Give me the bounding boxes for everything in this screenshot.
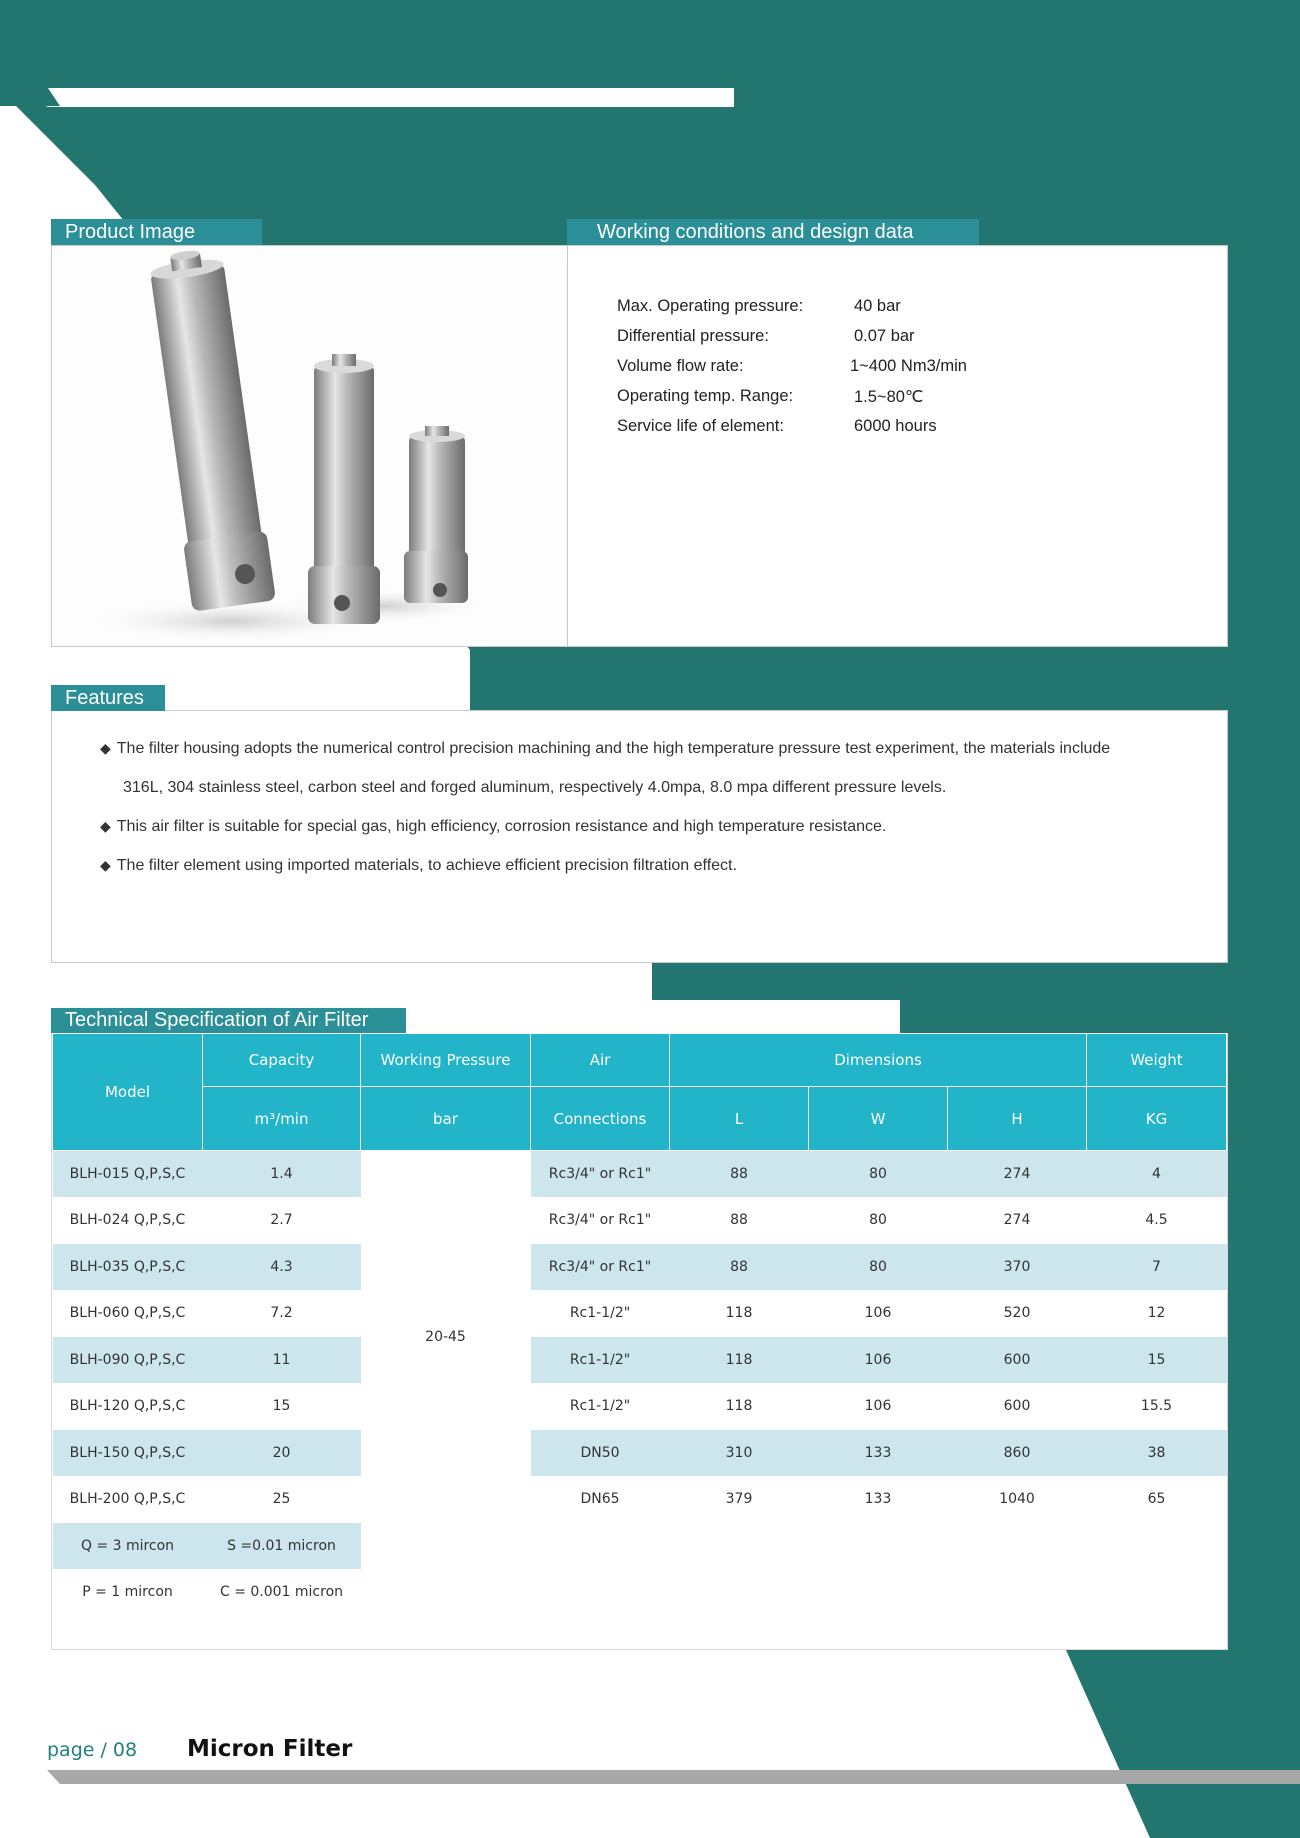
cell-weight: 65 <box>1147 1491 1166 1508</box>
feature-item-1-continued: 316L, 304 stainless steel, carbon steel and forged aluminum, respectively 4.0mpa, 8.0 mpa different pressure levels. <box>123 779 947 796</box>
medium-filter <box>308 354 380 624</box>
table-row <box>53 1290 1227 1337</box>
cell-model: BLH-150 Q,P,S,C <box>53 1430 203 1477</box>
cell-model: BLH-120 Q,P,S,C <box>69 1398 186 1415</box>
header-pressure-unit: bar <box>361 1087 531 1151</box>
diamond-bullet-icon: ◆ <box>100 857 111 873</box>
header-capacity-unit: m³/min <box>203 1087 361 1151</box>
cell-l: 118 <box>725 1398 753 1415</box>
cell-connection: Rc3/4" or Rc1" <box>531 1151 670 1198</box>
cell-model: BLH-060 Q,P,S,C <box>69 1305 186 1322</box>
section-title-features: Features <box>51 685 165 711</box>
legend-q: Q = 3 mircon <box>53 1523 203 1570</box>
small-filter <box>404 426 468 603</box>
cell-capacity: 4.3 <box>203 1244 361 1291</box>
cell-weight: 12 <box>1147 1305 1166 1322</box>
legend-p: P = 1 mircon <box>82 1584 173 1601</box>
cell-w: 80 <box>809 1244 948 1291</box>
header-connections: Connections <box>531 1087 670 1151</box>
cell-capacity: 1.4 <box>203 1151 361 1198</box>
table-row <box>53 1383 1227 1430</box>
footer-title: Micron Filter <box>187 1736 353 1762</box>
cell-capacity: 2.7 <box>270 1212 293 1229</box>
cell-model: BLH-090 Q,P,S,C <box>53 1337 203 1384</box>
cell-weight: 7 <box>1087 1244 1227 1291</box>
section-title-tech-spec: Technical Specification of Air Filter <box>51 1008 406 1033</box>
cell-connection: Rc1-1/2" <box>569 1398 631 1415</box>
feature-item-2: ◆ This air filter is suitable for special gas, high efficiency, corrosion resistance and high temperature resistance. <box>100 818 887 835</box>
table-row <box>53 1197 1227 1244</box>
header-dimensions: Dimensions <box>670 1034 1087 1087</box>
cell-h: 600 <box>948 1337 1087 1384</box>
cell-h: 600 <box>1003 1398 1031 1415</box>
wc-value-0: 40 bar <box>854 297 901 315</box>
cell-model: BLH-015 Q,P,S,C <box>53 1151 203 1198</box>
spec-table <box>52 1033 1227 1616</box>
cell-working-pressure: 20-45 <box>361 1151 531 1523</box>
cell-h: 860 <box>948 1430 1087 1477</box>
cell-w: 106 <box>864 1398 892 1415</box>
cell-connection: Rc3/4" or Rc1" <box>548 1212 652 1229</box>
header-dim-h: H <box>948 1087 1087 1151</box>
cell-connection: Rc1-1/2" <box>531 1337 670 1384</box>
wc-row-2: Volume flow rate: <box>617 357 744 375</box>
header-working-pressure: Working Pressure <box>361 1034 531 1087</box>
cell-l: 310 <box>670 1430 809 1477</box>
filter-housings-image <box>52 246 567 646</box>
cell-weight: 38 <box>1087 1430 1227 1477</box>
legend-s: S =0.01 micron <box>203 1523 361 1570</box>
legend-row <box>53 1569 1227 1616</box>
cell-w: 106 <box>864 1305 892 1322</box>
cell-model: BLH-200 Q,P,S,C <box>69 1491 186 1508</box>
cell-l: 88 <box>670 1244 809 1291</box>
cell-l: 118 <box>670 1337 809 1384</box>
page-number: page / 08 <box>47 1739 138 1761</box>
cell-connection: Rc1-1/2" <box>569 1305 631 1322</box>
section-title-working-conditions: Working conditions and design data <box>567 219 979 245</box>
cell-h: 520 <box>1003 1305 1031 1322</box>
cell-weight: 4.5 <box>1145 1212 1168 1229</box>
cell-l: 88 <box>730 1212 748 1229</box>
cell-l: 118 <box>725 1305 753 1322</box>
wc-value-3: 1.5~80℃ <box>854 388 924 406</box>
table-row <box>53 1244 1227 1291</box>
section-title-product-image: Product Image <box>51 219 262 245</box>
feature-item-1: ◆ The filter housing adopts the numerical control precision machining and the high temperature pressure test experiment, the materials include <box>100 740 1111 757</box>
cell-connection: Rc3/4" or Rc1" <box>531 1244 670 1291</box>
cell-capacity: 15 <box>272 1398 291 1415</box>
cell-weight: 4 <box>1087 1151 1227 1198</box>
header-weight-unit: KG <box>1087 1087 1227 1151</box>
wc-row-0: Max. Operating pressure: <box>617 297 804 315</box>
product-image-panel <box>51 245 568 647</box>
cell-w: 80 <box>809 1151 948 1198</box>
top-white-stripe <box>0 88 734 107</box>
table-row <box>53 1337 1227 1384</box>
cell-weight: 15 <box>1087 1337 1227 1384</box>
header-dim-l: L <box>670 1087 809 1151</box>
wc-value-4: 6000 hours <box>854 417 937 435</box>
cell-connection: DN65 <box>580 1491 620 1508</box>
wc-row-3: Operating temp. Range: <box>617 387 794 405</box>
header-capacity: Capacity <box>203 1034 361 1087</box>
footer-gray-bar <box>47 1770 1300 1784</box>
table-row <box>53 1151 1227 1198</box>
header-air: Air <box>531 1034 670 1087</box>
cell-w: 133 <box>864 1491 892 1508</box>
cell-h: 274 <box>1003 1212 1031 1229</box>
header-weight: Weight <box>1087 1034 1227 1087</box>
wc-value-1: 0.07 bar <box>854 327 915 345</box>
header-dim-w: W <box>809 1087 948 1151</box>
cell-h: 370 <box>948 1244 1087 1291</box>
legend-c: C = 0.001 micron <box>219 1584 344 1601</box>
bottom-right-teal-shape <box>1066 1650 1300 1838</box>
cell-w: 80 <box>869 1212 887 1229</box>
cell-capacity: 20 <box>203 1430 361 1477</box>
working-conditions-panel <box>567 245 1228 647</box>
diamond-bullet-icon: ◆ <box>100 740 111 756</box>
cell-model: BLH-035 Q,P,S,C <box>53 1244 203 1291</box>
cell-model: BLH-024 Q,P,S,C <box>69 1212 186 1229</box>
wc-row-1: Differential pressure: <box>617 327 769 345</box>
table-row <box>53 1430 1227 1477</box>
legend-row <box>53 1523 1227 1570</box>
cell-w: 106 <box>809 1337 948 1384</box>
cell-connection: DN50 <box>531 1430 670 1477</box>
diamond-bullet-icon: ◆ <box>100 818 111 834</box>
cell-capacity: 25 <box>272 1491 291 1508</box>
table-row <box>53 1476 1227 1523</box>
cell-weight: 15.5 <box>1140 1398 1173 1415</box>
cell-l: 88 <box>670 1151 809 1198</box>
cell-capacity: 11 <box>203 1337 361 1384</box>
feature-item-3: ◆ The filter element using imported materials, to achieve efficient precision filtration effect. <box>100 857 737 874</box>
wc-value-2: 1~400 Nm3/min <box>850 357 967 375</box>
cell-h: 1040 <box>999 1491 1035 1508</box>
cell-l: 379 <box>725 1491 753 1508</box>
wc-row-4: Service life of element: <box>617 417 784 435</box>
cell-capacity: 7.2 <box>270 1305 293 1322</box>
cell-h: 274 <box>948 1151 1087 1198</box>
header-model: Model <box>53 1034 203 1151</box>
cell-w: 133 <box>809 1430 948 1477</box>
large-filter <box>143 246 276 612</box>
